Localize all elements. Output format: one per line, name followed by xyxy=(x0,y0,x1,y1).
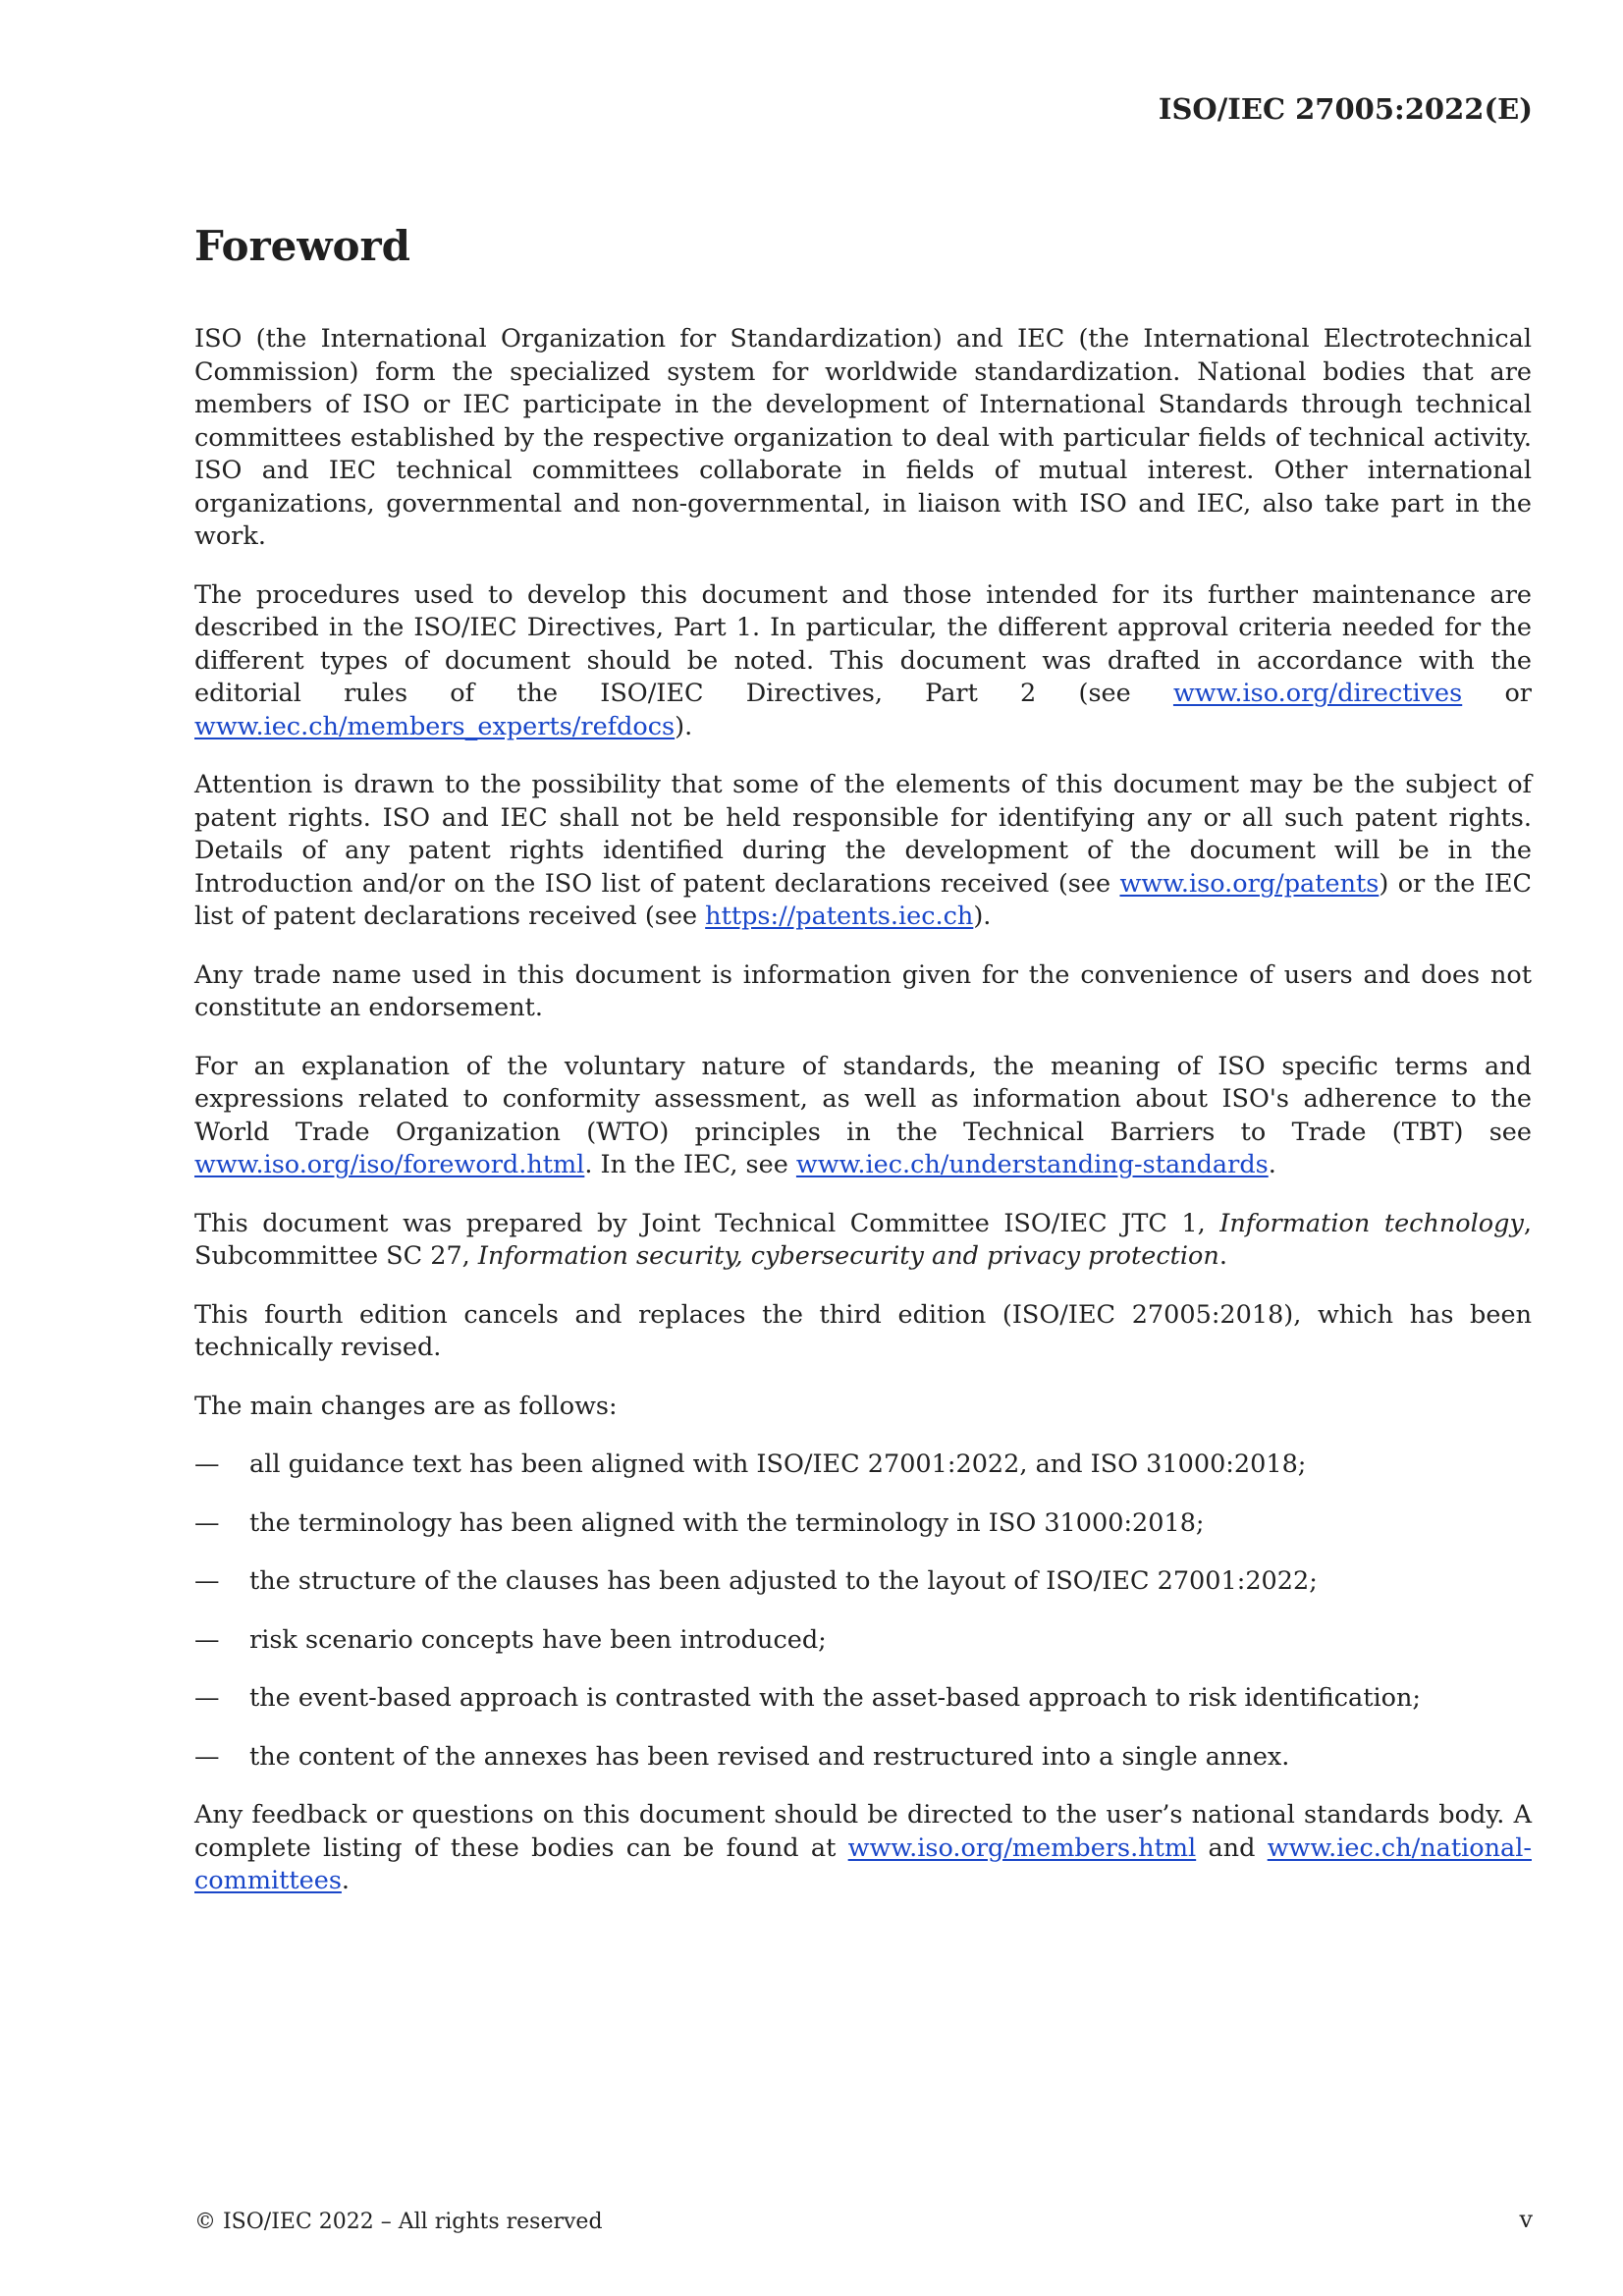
link-iec-national-committees[interactable]: www.iec.ch/national-committees xyxy=(194,1832,1532,1895)
list-item xyxy=(194,1565,1532,1599)
dash-bullet: — xyxy=(194,1683,220,1713)
paragraph-procedures xyxy=(194,579,1532,744)
list-item-text: the content of the annexes has been revised and restructured into a single annex. xyxy=(249,1741,1290,1772)
link-iso-members[interactable]: www.iso.org/members.html xyxy=(847,1832,1197,1863)
paragraph-text: ). xyxy=(675,711,693,741)
dash-bullet: — xyxy=(194,1566,220,1596)
foreword-content xyxy=(194,222,1532,1924)
list-item-text: the structure of the clauses has been adjusted to the layout of ISO/IEC 27001:2022; xyxy=(249,1566,1318,1596)
paragraph-text: Attention is drawn to the possibility that some of the elements of this document may be the subject of patent rights. ISO and IEC shall not be held responsible for identifying any or all such patent rights. Details of any patent rights identified during the development of the document will be in the Introduction and/or on the ISO list of patent declarations received (see xyxy=(194,770,1532,899)
paragraph-text: . xyxy=(1218,1241,1227,1271)
paragraph-patents xyxy=(194,769,1532,934)
committee-name: Information technology xyxy=(1219,1208,1524,1238)
list-item xyxy=(194,1624,1532,1658)
list-item xyxy=(194,1741,1532,1775)
list-item xyxy=(194,1507,1532,1541)
dash-bullet: — xyxy=(194,1449,220,1479)
dash-bullet: — xyxy=(194,1624,220,1655)
list-item xyxy=(194,1449,1532,1482)
changes-list xyxy=(194,1449,1532,1774)
paragraph-text: and xyxy=(1196,1832,1268,1863)
paragraph-prepared-by xyxy=(194,1208,1532,1274)
paragraph-text: Any feedback or questions on this document should be directed to the user’s national standards body. A complete listing of these bodies can be found at xyxy=(194,1800,1532,1863)
paragraph-text: . xyxy=(341,1866,351,1895)
dash-bullet: — xyxy=(194,1741,220,1772)
document-id-header: ISO/IEC 27005:2022(E) xyxy=(1158,92,1533,126)
list-item-text: the event-based approach is contrasted with the asset-based approach to risk identification; xyxy=(249,1683,1422,1713)
link-iso-directives[interactable]: www.iso.org/directives xyxy=(1172,679,1463,708)
link-iso-foreword[interactable]: www.iso.org/iso/foreword.html xyxy=(194,1150,585,1179)
list-item-text: risk scenario concepts have been introduced; xyxy=(249,1624,827,1655)
paragraph-text: ). xyxy=(973,902,992,931)
page-title: Foreword xyxy=(194,222,411,270)
list-item-text: all guidance text has been aligned with ISO/IEC 27001:2022, and ISO 31000:2018; xyxy=(249,1449,1307,1479)
dash-bullet: — xyxy=(194,1507,220,1538)
paragraph-text: . xyxy=(1268,1150,1276,1179)
paragraph-iso-iec-intro: ISO (the International Organization for Standardization) and IEC (the International Electrotechnical Commission) form the specialized system for worldwide standardization. National bodies that are members of ISO or IEC participate in the development of International Standards through technical committees established by the respective organization to deal with particular fields of technical activity. ISO and IEC technical committees collaborate in fields of mutual interest. Other international organizations, governmental and non-governmental, in liaison with ISO and IEC, also take part in the work. xyxy=(194,324,1532,551)
paragraph-text: ) or the IEC list of patent declarations received (see xyxy=(194,868,1532,931)
page-number: v xyxy=(1519,2206,1533,2233)
link-iso-patents[interactable]: www.iso.org/patents xyxy=(1119,868,1380,899)
paragraph-feedback xyxy=(194,1799,1532,1898)
paragraph-text: For an explanation of the voluntary nature of standards, the meaning of ISO specific terms and expressions related to conformity assessment, as well as information about ISO's adherence to the World Trade Organization (WTO) principles in the Technical Barriers to Trade (TBT) see xyxy=(194,1051,1532,1147)
paragraph-text: This document was prepared by Joint Technical Committee ISO/IEC JTC 1, xyxy=(194,1208,1220,1238)
link-iec-patents[interactable]: https://patents.iec.ch xyxy=(705,902,974,931)
paragraph-text: , Subcommittee SC 27, xyxy=(194,1208,1533,1271)
paragraph-voluntary-nature xyxy=(194,1051,1532,1182)
subcommittee-name: Information security, cybersecurity and privacy protection xyxy=(477,1241,1219,1271)
paragraph-main-changes-intro: The main changes are as follows: xyxy=(194,1391,618,1421)
paragraph-text: or xyxy=(1462,679,1532,708)
paragraph-text: . In the IEC, see xyxy=(584,1150,796,1179)
paragraph-edition: This fourth edition cancels and replaces the third edition (ISO/IEC 27005:2018), which has been technically revised. xyxy=(194,1299,1532,1362)
list-item-text: the terminology has been aligned with the terminology in ISO 31000:2018; xyxy=(249,1507,1205,1538)
copyright-footer: © ISO/IEC 2022 – All rights reserved xyxy=(194,2210,603,2234)
paragraph-text: The procedures used to develop this document and those intended for its further maintenance are described in the ISO/IEC Directives, Part 1. In particular, the different approval criteria needed for the different types of document should be noted. This document was drafted in accordance with the editorial rules of the ISO/IEC Directives, Part 2 (see xyxy=(194,579,1532,708)
list-item xyxy=(194,1682,1532,1716)
link-iec-refdocs[interactable]: www.iec.ch/members_experts/refdocs xyxy=(194,711,676,741)
link-iec-understanding-standards[interactable]: www.iec.ch/understanding-standards xyxy=(795,1150,1269,1179)
paragraph-trade-name: Any trade name used in this document is information given for the convenience of users and does not constitute an endorsement. xyxy=(194,959,1532,1022)
